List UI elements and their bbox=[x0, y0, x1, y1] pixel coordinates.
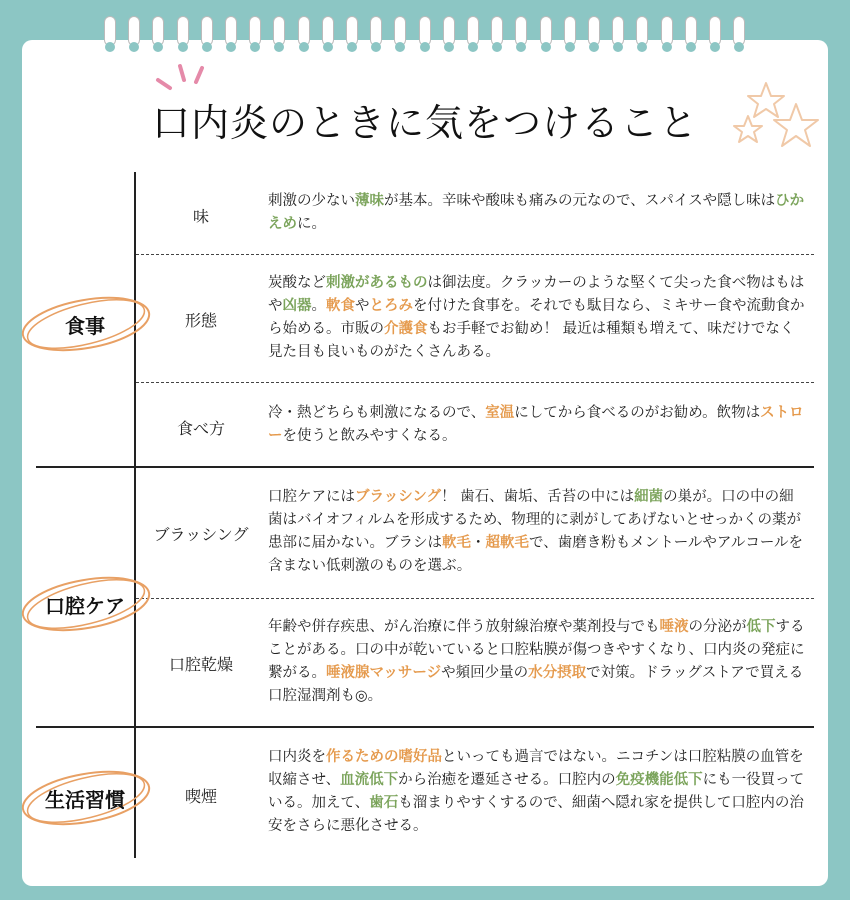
binding-ring bbox=[177, 16, 189, 50]
category-lifestyle bbox=[36, 784, 134, 813]
row-description bbox=[268, 616, 808, 708]
binding-ring bbox=[394, 16, 406, 50]
body-text: 炭酸など bbox=[268, 275, 326, 291]
body-text: に。 bbox=[297, 216, 326, 232]
body-text: ・ bbox=[471, 535, 486, 551]
binding-ring bbox=[225, 16, 237, 50]
star-icon bbox=[726, 78, 826, 158]
body-text: の巣が。口の中の細菌はバイオフィルムを形成するため、物理的に剥がしてあげないとせっかくの薬が患部に届かない。ブラシは bbox=[268, 489, 802, 551]
body-text: が基本。辛味や酸味も痛みの元なので、スパイスや隠し味は bbox=[384, 193, 776, 209]
body-text: 口腔ケアには bbox=[268, 489, 355, 505]
binding-ring bbox=[491, 16, 503, 50]
binding-ring bbox=[564, 16, 576, 50]
binding-ring bbox=[636, 16, 648, 50]
body-text: 年齢や併存疾患、がん治療に伴う放射線治療や薬剤投与でも bbox=[268, 619, 660, 635]
highlight-text: 水分摂取 bbox=[528, 665, 587, 681]
body-text: で、歯磨き粉もメントールやアルコールを含まない低刺激のものを選ぶ。 bbox=[268, 535, 804, 574]
body-text: を使うと飲みやすくなる。 bbox=[282, 428, 457, 444]
highlight-text: 軟毛 bbox=[442, 535, 471, 551]
row-label-smoking: 喫煙 bbox=[184, 787, 217, 806]
highlight-text: 室温 bbox=[485, 405, 515, 421]
binding-ring bbox=[733, 16, 745, 50]
binding-ring bbox=[419, 16, 431, 50]
binding-ring bbox=[104, 16, 116, 50]
body-text: や bbox=[355, 298, 370, 314]
spark-lines-icon bbox=[150, 58, 220, 94]
row-label-taste: 味 bbox=[192, 207, 209, 226]
binding-ring bbox=[588, 16, 600, 50]
highlight-text: 低下 bbox=[746, 619, 776, 635]
highlight-text: 作るための嗜好品 bbox=[326, 749, 442, 765]
body-text: 口内炎を bbox=[268, 749, 326, 765]
body-text: で対策。ドラッグストアで買える口腔湿潤剤も◎。 bbox=[268, 665, 804, 704]
body-text: 。 bbox=[311, 298, 326, 314]
row-description bbox=[268, 402, 808, 448]
highlight-text: 介護食 bbox=[384, 321, 428, 337]
spiral-binding bbox=[0, 0, 850, 60]
row-label-how-to-eat: 食べ方 bbox=[176, 419, 225, 438]
binding-ring bbox=[443, 16, 455, 50]
row-description bbox=[268, 272, 808, 364]
row-label-form: 形態 bbox=[184, 311, 217, 330]
binding-ring bbox=[298, 16, 310, 50]
category-meal bbox=[36, 310, 134, 339]
binding-ring bbox=[346, 16, 358, 50]
binding-ring bbox=[249, 16, 261, 50]
body-text: 刺激の少ない bbox=[268, 193, 355, 209]
binding-ring bbox=[273, 16, 285, 50]
category-oral-care bbox=[36, 590, 134, 619]
binding-ring bbox=[370, 16, 382, 50]
category-label: 食事 bbox=[65, 314, 105, 338]
binding-ring bbox=[322, 16, 334, 50]
body-text: 冷・熱どちらも刺激になるので、 bbox=[268, 405, 486, 421]
highlight-text: ブラッシング bbox=[355, 489, 442, 505]
highlight-text: 刺激があるもの bbox=[326, 275, 428, 291]
binding-ring bbox=[540, 16, 552, 50]
highlight-text: 超軟毛 bbox=[485, 535, 529, 551]
row-divider bbox=[136, 382, 814, 383]
page-title: 口内炎のときに気をつけること bbox=[151, 101, 698, 145]
row-label-dry-mouth: 口腔乾燥 bbox=[168, 655, 233, 674]
highlight-text: 免疫機能低下 bbox=[615, 772, 703, 788]
section-divider bbox=[36, 726, 814, 728]
row-description bbox=[268, 746, 808, 838]
body-text: は御法度。クラッカーのような堅くて尖った食べ物はもはや bbox=[268, 275, 805, 314]
highlight-text: ストロー bbox=[268, 405, 804, 444]
highlight-text: 軟食 bbox=[326, 298, 355, 314]
highlight-text: 血流低下 bbox=[340, 772, 399, 788]
binding-ring bbox=[515, 16, 527, 50]
body-text: も溜まりやすくするので、細菌へ隠れ家を提供して口腔内の治安をさらに悪化させる。 bbox=[268, 795, 804, 834]
highlight-text: 薄味 bbox=[355, 193, 384, 209]
body-text: の分泌が bbox=[688, 619, 747, 635]
binding-ring bbox=[152, 16, 164, 50]
body-text: にしてから食べるのがお勧め。飲物は bbox=[514, 405, 761, 421]
row-divider bbox=[136, 598, 814, 599]
body-text: から治癒を遷延させる。口腔内の bbox=[398, 772, 616, 788]
body-text: もお手軽でお勧め！ 最近は種類も増えて、味だけでなく見た目も良いものがたくさんある。 bbox=[268, 321, 795, 360]
row-description bbox=[268, 486, 808, 578]
body-text: ！ 歯石、歯垢、舌苔の中には bbox=[441, 489, 635, 505]
binding-ring bbox=[709, 16, 721, 50]
binding-ring bbox=[128, 16, 140, 50]
section-divider bbox=[36, 466, 814, 468]
table-divider-vertical bbox=[134, 172, 136, 858]
highlight-text: 唾液腺マッサージ bbox=[326, 665, 442, 681]
binding-ring bbox=[201, 16, 213, 50]
highlight-text: とろみ bbox=[369, 298, 413, 314]
body-text: を付けた食事を。それでも駄目なら、ミキサー食や流動食から始める。市販の bbox=[268, 298, 805, 337]
row-divider bbox=[136, 254, 814, 255]
binding-ring bbox=[685, 16, 697, 50]
category-label: 口腔ケア bbox=[45, 594, 125, 618]
body-text: にも一役買っている。加えて、 bbox=[268, 772, 805, 811]
highlight-text: 凶器 bbox=[282, 298, 312, 314]
body-text: することがある。口の中が乾いていると口腔粘膜が傷つきやすくなり、口内炎の発症に繋がる。 bbox=[268, 619, 805, 681]
binding-ring bbox=[661, 16, 673, 50]
row-description bbox=[268, 190, 808, 236]
binding-ring bbox=[467, 16, 479, 50]
body-text: や頻回少量の bbox=[441, 665, 529, 681]
binding-ring bbox=[612, 16, 624, 50]
category-label: 生活習慣 bbox=[45, 788, 125, 812]
row-label-brushing: ブラッシング bbox=[153, 525, 249, 544]
highlight-text: 唾液 bbox=[659, 619, 689, 635]
body-text: といっても過言ではない。ニコチンは口腔粘膜の血管を収縮させ、 bbox=[268, 749, 804, 788]
highlight-text: 歯石 bbox=[369, 795, 399, 811]
highlight-text: ひかえめ bbox=[268, 193, 805, 232]
highlight-text: 細菌 bbox=[634, 489, 664, 505]
